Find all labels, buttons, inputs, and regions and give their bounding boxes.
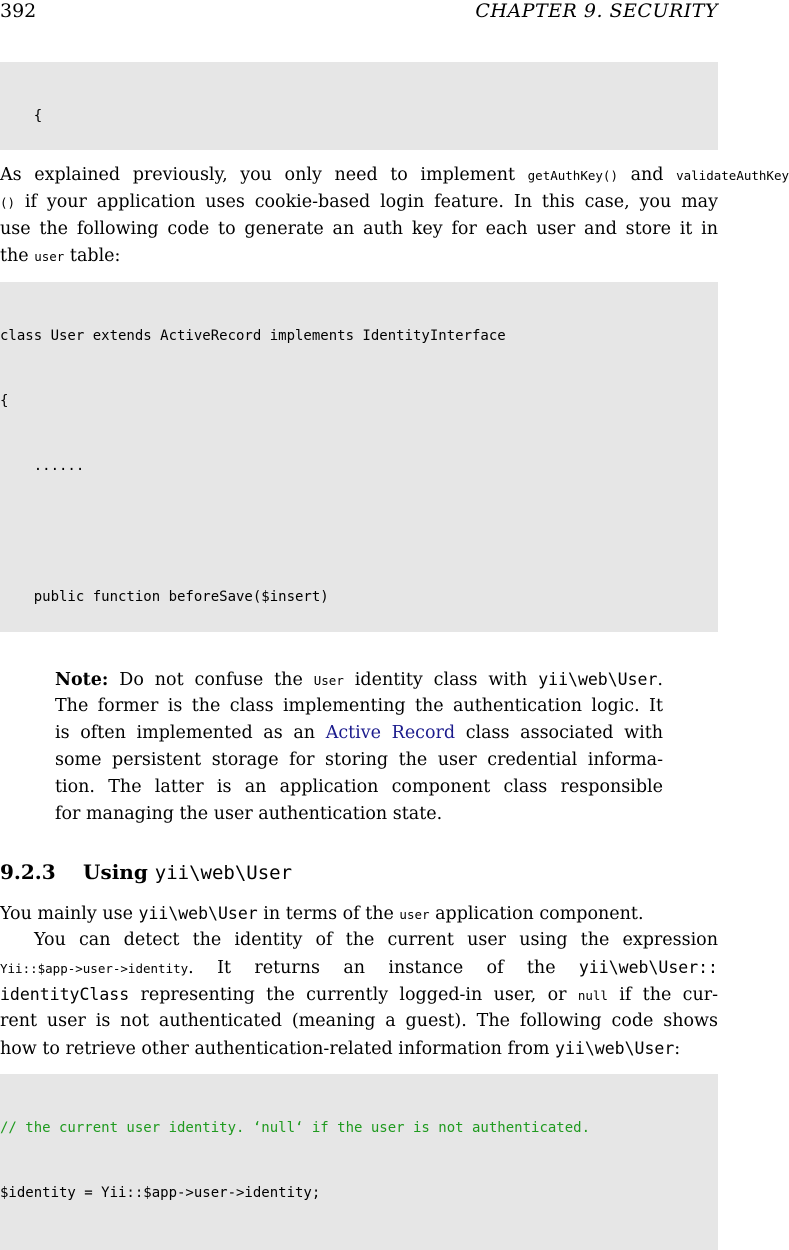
- inline-code: yii\web\User: [538, 670, 658, 689]
- note-line: is often implemented as an Active Record class associated with: [55, 723, 664, 743]
- note-line: for managing the user authentication state.: [55, 804, 443, 824]
- paragraph-line: Yii::$app->user->identity. It returns an instance of the yii\web\User::: [0, 958, 718, 978]
- code-line: ......: [0, 458, 85, 475]
- inline-code: Yii::$app->user->identity: [0, 961, 189, 976]
- inline-code: getAuthKey(): [527, 168, 618, 183]
- inline-code: User: [313, 673, 344, 688]
- code-line: $identity = Yii::$app->user->identity;: [0, 1184, 321, 1201]
- paragraph-line: rent user is not authenticated (meaning a guest). The following code shows: [0, 1011, 718, 1031]
- section-title-code: yii\web\User: [154, 862, 293, 884]
- code-line: [0, 522, 718, 544]
- note-label: Note:: [55, 670, 109, 690]
- paragraph-line: You can detect the identity of the current user using the expression: [34, 930, 718, 950]
- paragraph-line: As explained previously, you only need to implement getAuthKey() and validateAuthKey: [0, 165, 789, 185]
- inline-code: validateAuthKey: [676, 168, 789, 183]
- note-box: [55, 666, 663, 828]
- paragraph-line: the user table:: [0, 246, 121, 266]
- note-line: Note: Do not confuse the User identity class with yii\web\User.: [55, 670, 663, 690]
- paragraph-1: [0, 162, 789, 270]
- code-line: {: [0, 107, 43, 124]
- note-line: some persistent storage for storing the user credential informa-: [55, 750, 663, 770]
- code-block-3: [0, 1074, 718, 1250]
- inline-code: null: [577, 988, 608, 1003]
- code-line: {: [0, 392, 9, 409]
- code-line: public function beforeSave($insert): [0, 589, 329, 606]
- inline-code: yii\web\User::: [578, 958, 718, 977]
- code-line: class User extends ActiveRecord implements IdentityInterface: [0, 327, 506, 344]
- note-line: The former is the class implementing the authentication logic. It: [55, 696, 663, 716]
- code-block-1: [0, 62, 718, 150]
- active-record-link[interactable]: Active Record: [325, 723, 456, 743]
- paragraph-line: how to retrieve other authentication-related information from yii\web\User:: [0, 1039, 681, 1059]
- paragraph-line: identityClass representing the currently logged-in user, or null if the cur-: [0, 985, 718, 1005]
- code-block-2: [0, 282, 718, 632]
- running-head: [0, 0, 718, 22]
- chapter-title: CHAPTER 9. SECURITY: [475, 0, 718, 22]
- section-heading: [0, 858, 292, 887]
- paragraph-line: () if your application uses cookie-based login feature. In this case, you may: [0, 192, 718, 212]
- section-number: 9.2.3: [0, 860, 56, 884]
- inline-code: yii\web\User: [555, 1039, 675, 1058]
- inline-code: yii\web\User: [138, 904, 258, 923]
- paragraph-line: use the following code to generate an auth key for each user and store it in: [0, 219, 718, 239]
- note-line: tion. The latter is an application component class responsible: [55, 777, 663, 797]
- inline-code: (): [0, 195, 16, 210]
- paragraph-2: [0, 900, 718, 1062]
- section-title: Using: [83, 860, 155, 884]
- inline-code: user: [34, 249, 65, 264]
- code-comment: // the current user identity. ‘null‘ if the user is not authenticated.: [0, 1119, 591, 1136]
- inline-code: identityClass: [0, 985, 130, 1004]
- page-number: 392: [0, 0, 37, 22]
- inline-code: user: [399, 907, 430, 922]
- paragraph-line: You mainly use yii\web\User in terms of the user application component.: [0, 904, 644, 924]
